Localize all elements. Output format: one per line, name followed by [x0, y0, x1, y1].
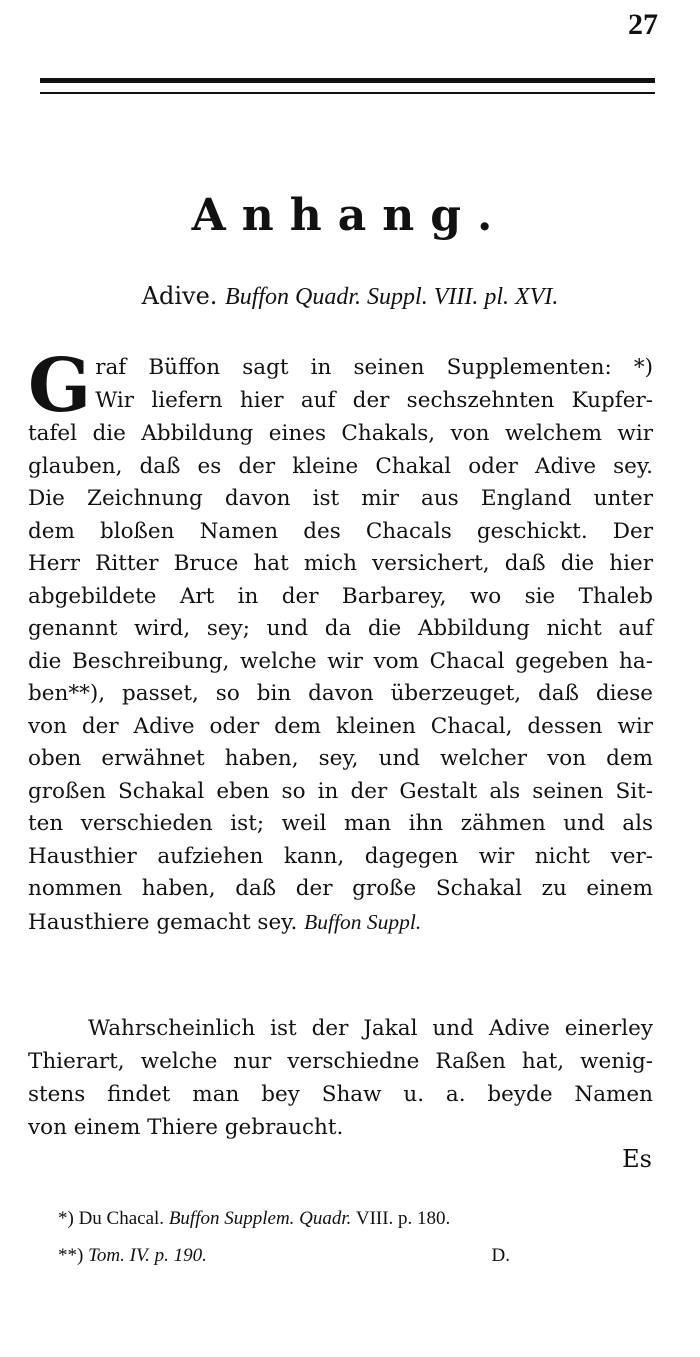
text-line: Wir liefern hier auf der sechszehnten Kupfer- — [95, 387, 653, 413]
text-line: nommen haben, daß der große Schakal zu einem — [28, 876, 653, 901]
footnote-text: Tom. IV. p. 190. — [88, 1245, 207, 1266]
text-line: von der Adive oder dem kleinen Chacal, dessen wir — [28, 713, 653, 739]
text-line: raf Büffon sagt in seinen Supplementen: *) — [95, 355, 653, 380]
text-line: stens findet man bey Shaw u. a. beyde Namen — [28, 1082, 653, 1107]
footnote-2 — [58, 1237, 658, 1274]
text-line: abgebildete Art in der Barbarey, wo sie Thaleb — [28, 583, 653, 609]
footnote-source: Buffon Supplem. Quadr. — [168, 1208, 352, 1229]
text-line: großen Schakal eben so in der Gestalt als seinen Sit- — [28, 778, 653, 804]
text-line: von einem Thiere gebraucht. — [28, 1115, 344, 1140]
header-rule-thick — [40, 78, 655, 83]
paragraph-1 — [28, 343, 653, 939]
text-line: tafel die Abbildung eines Chakals, von welchem wir — [28, 421, 653, 446]
text-line: die Beschreibung, welche wir vom Chacal gegeben ha- — [28, 648, 653, 674]
drop-cap: G — [28, 343, 92, 429]
footnotes — [58, 1200, 658, 1274]
signature-mark: D. — [491, 1245, 510, 1266]
subheading — [0, 282, 700, 311]
text-line: ben**), passet, so bin davon überzeuget, daß diese — [28, 681, 653, 706]
last-line-text: Hausthiere gemacht sey. — [28, 909, 298, 935]
footnote-marker: **) — [58, 1245, 84, 1266]
footnote-1 — [58, 1200, 658, 1237]
text-line: glauben, daß es der kleine Chakal oder Adive sey. — [28, 453, 653, 479]
header-rule-thin — [40, 92, 655, 94]
page-number: 27 — [628, 8, 658, 41]
footnote-ref: VIII. p. 180. — [355, 1208, 451, 1229]
text-line: genannt wird, sey; und da die Abbildung nicht auf — [28, 616, 653, 641]
text-line: Hausthier aufziehen kann, dagegen wir nicht ver- — [28, 843, 653, 869]
text-line: Thierart, welche nur verschiedne Raßen hat, wenig- — [28, 1049, 653, 1074]
footnote-text: Du Chacal. — [78, 1208, 165, 1229]
catchword: Es — [622, 1145, 652, 1173]
text-line: Wahrscheinlich ist der Jakal und Adive einerley — [88, 1016, 653, 1041]
footnote-marker: *) — [58, 1208, 74, 1229]
subheading-source: Buffon Quadr. Suppl. VIII. pl. XVI. — [225, 284, 559, 310]
text-line: Die Zeichnung davon ist mir aus England unter — [28, 486, 653, 511]
text-line: ten verschieden ist; weil man ihn zähmen und als — [28, 811, 653, 836]
page-heading: Anhang. — [191, 190, 509, 241]
text-line-last — [28, 906, 653, 940]
last-line-source: Buffon Suppl. — [304, 909, 422, 934]
text-line: oben erwähnet haben, sey, und welcher von dem — [28, 746, 653, 771]
text-line: Herr Ritter Bruce hat mich versichert, daß die hier — [28, 551, 653, 576]
subheading-prefix: Adive. — [141, 282, 218, 310]
paragraph-2 — [28, 1012, 653, 1144]
text-line: dem bloßen Namen des Chacals geschickt. Der — [28, 518, 653, 544]
